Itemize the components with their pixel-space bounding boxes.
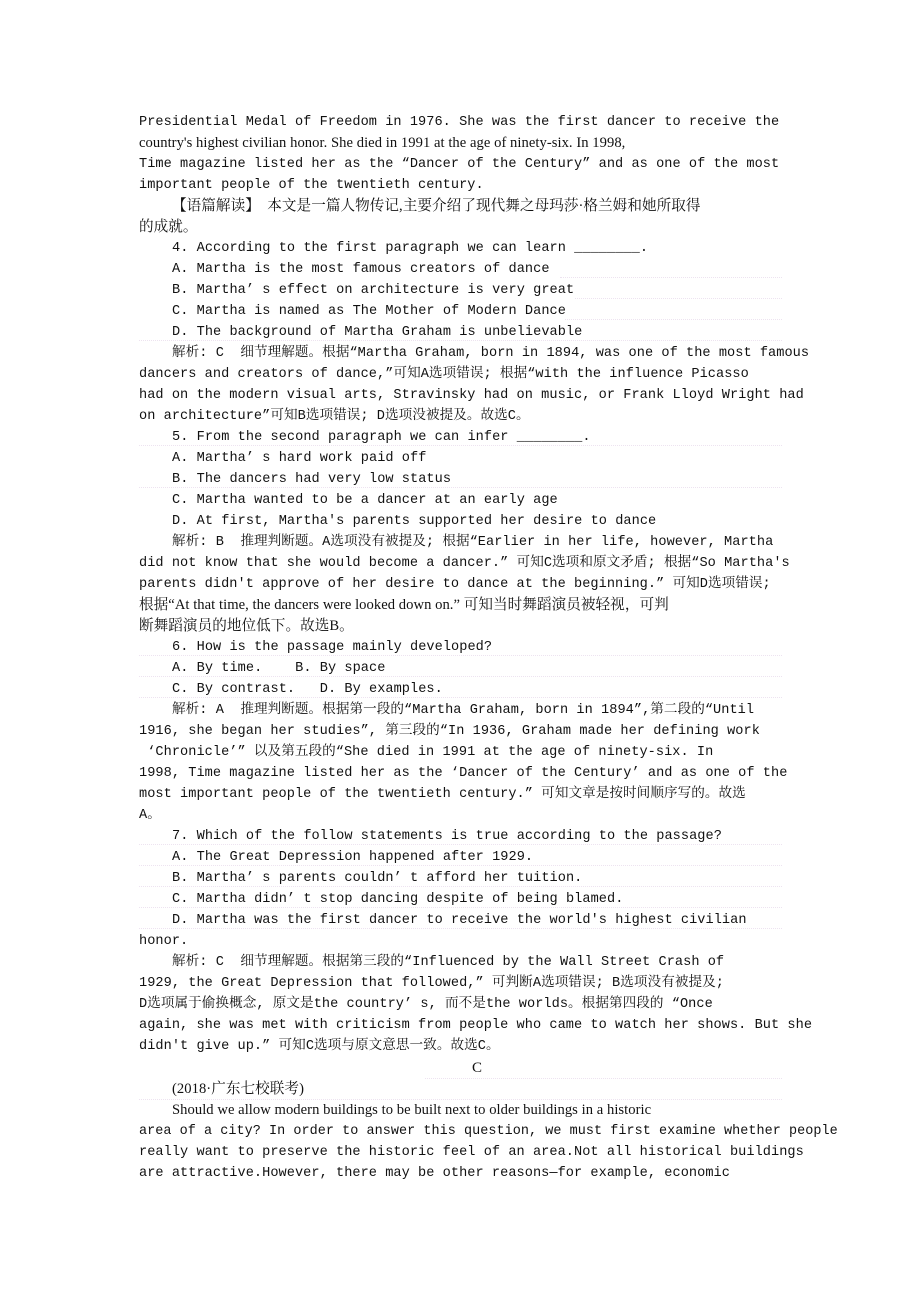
- section-heading: C: [471, 1060, 483, 1076]
- dotted-rule: [139, 844, 782, 845]
- dotted-rule: [139, 340, 782, 341]
- dotted-rule: [425, 1078, 782, 1079]
- dotted-rule: [139, 445, 782, 446]
- option-line: C. By contrast. D. By examples.: [172, 682, 443, 697]
- analysis-line: 根据“At that time, the dancers were looked down on.” 可知当时舞蹈演员被轻视，可判: [139, 597, 669, 613]
- dotted-rule: [139, 928, 782, 929]
- passage-line: area of a city? In order to answer this question, we must first examine whether people: [139, 1124, 838, 1139]
- option-a: A. Martha is the most famous creators of dance: [172, 262, 550, 277]
- option-b: B. Martha’ s parents couldn’ t afford her tuition.: [172, 871, 583, 886]
- question-stem: 4. According to the first paragraph we can learn ________.: [172, 241, 649, 256]
- option-b: B. The dancers had very low status: [172, 472, 452, 487]
- dotted-rule: [139, 487, 782, 488]
- passage-line: important people of the twentieth century.: [139, 178, 484, 193]
- option-a: A. The Great Depression happened after 1929.: [172, 850, 534, 865]
- option-line: A. By time. B. By space: [172, 661, 386, 676]
- analysis-line: again, she was met with criticism from people who came to watch her shows. But she: [139, 1018, 813, 1033]
- passage-line: Time magazine listed her as the “Dancer of the Century” and as one of the most: [139, 157, 780, 172]
- dotted-rule: [560, 277, 782, 278]
- analysis-line: on architecture”可知B选项错误; D选项没被提及。故选C。: [139, 409, 530, 424]
- dotted-rule: [139, 865, 782, 866]
- dotted-rule: [139, 886, 782, 887]
- analysis-line: 解析: B 推理判断题。A选项没有被提及; 根据“Earlier in her life, however, Martha: [172, 535, 774, 550]
- option-c: C. Martha is named as The Mother of Modern Dance: [172, 304, 566, 319]
- analysis-line: 解析: A 推理判断题。根据第一段的“Martha Graham, born in 1894”,第二段的“Until: [172, 703, 755, 718]
- analysis-line: had on the modern visual arts, Stravinsky had on music, or Frank Lloyd Wright had: [139, 388, 804, 403]
- dotted-rule: [565, 319, 782, 320]
- analysis-line: 1998, Time magazine listed her as the ‘Dancer of the Century’ and as one of the: [139, 766, 788, 781]
- passage-line: Presidential Medal of Freedom in 1976. She was the first dancer to receive the: [139, 115, 780, 130]
- option-c: C. Martha wanted to be a dancer at an early age: [172, 493, 558, 508]
- dotted-rule: [575, 298, 782, 299]
- question-stem: 6. How is the passage mainly developed?: [172, 640, 493, 655]
- option-d: D. The background of Martha Graham is unbelievable: [172, 325, 583, 340]
- analysis-line: didn't give up.” 可知C选项与原文意思一致。故选C。: [139, 1039, 500, 1054]
- analysis-line: 1929, the Great Depression that followed,” 可判断A选项错误; B选项没有被提及;: [139, 976, 724, 991]
- passage-line: are attractive.However, there may be other reasons—for example, economic: [139, 1166, 730, 1181]
- option-d-cont: honor.: [139, 934, 189, 949]
- dotted-rule: [139, 697, 782, 698]
- analysis-line: parents didn't approve of her desire to dance at the beginning.” 可知D选项错误;: [139, 577, 771, 592]
- analysis-line: 1916, she began her studies”, 第三段的“In 1936, Graham made her defining work: [139, 724, 760, 739]
- reading-note-cont: 的成就。: [139, 219, 198, 235]
- option-b: B. Martha’ s effect on architecture is very great: [172, 283, 575, 298]
- analysis-line: ‘Chronicle’” 以及第五段的“She died in 1991 at the age of ninety-six. In: [139, 745, 714, 760]
- analysis-line: A。: [139, 808, 161, 823]
- option-a: A. Martha’ s hard work paid off: [172, 451, 427, 466]
- analysis-line: dancers and creators of dance,”可知A选项错误; 根据“with the influence Picasso: [139, 367, 749, 382]
- passage-line: country's highest civilian honor. She died in 1991 at the age of ninety-six. In 1998,: [139, 135, 626, 151]
- reading-note: 【语篇解读】 本文是一篇人物传记,主要介绍了现代舞之母玛莎·格兰姆和她所取得: [172, 198, 701, 214]
- dotted-rule: [139, 676, 782, 677]
- analysis-line: did not know that she would become a dancer.” 可知C选项和原文矛盾; 根据“So Martha's: [139, 556, 790, 571]
- passage-line: Should we allow modern buildings to be built next to older buildings in a historic: [172, 1102, 652, 1118]
- analysis-line: D选项属于偷换概念, 原文是the country’ s, 而不是the worlds。根据第四段的 “Once: [139, 997, 713, 1012]
- analysis-line: 断舞蹈演员的地位低下。故选B。: [139, 618, 354, 634]
- option-d: D. At first, Martha's parents supported her desire to dance: [172, 514, 657, 529]
- question-stem: 5. From the second paragraph we can infer ________.: [172, 430, 591, 445]
- analysis-line: 解析: C 细节理解题。根据“Martha Graham, born in 1894, was one of the most famous: [172, 346, 810, 361]
- option-d: D. Martha was the first dancer to receive the world's highest civilian: [172, 913, 747, 928]
- dotted-rule: [139, 655, 782, 656]
- dotted-rule: [139, 907, 782, 908]
- source-label: (2018·广东七校联考): [172, 1081, 304, 1097]
- option-c: C. Martha didn’ t stop dancing despite of being blamed.: [172, 892, 624, 907]
- question-stem: 7. Which of the follow statements is true according to the passage?: [172, 829, 722, 844]
- analysis-line: most important people of the twentieth century.” 可知文章是按时间顺序写的。故选: [139, 787, 746, 802]
- passage-line: really want to preserve the historic feel of an area.Not all historical buildings: [139, 1145, 804, 1160]
- dotted-rule: [139, 1099, 782, 1100]
- analysis-line: 解析: C 细节理解题。根据第三段的“Influenced by the Wall Street Crash of: [172, 955, 725, 970]
